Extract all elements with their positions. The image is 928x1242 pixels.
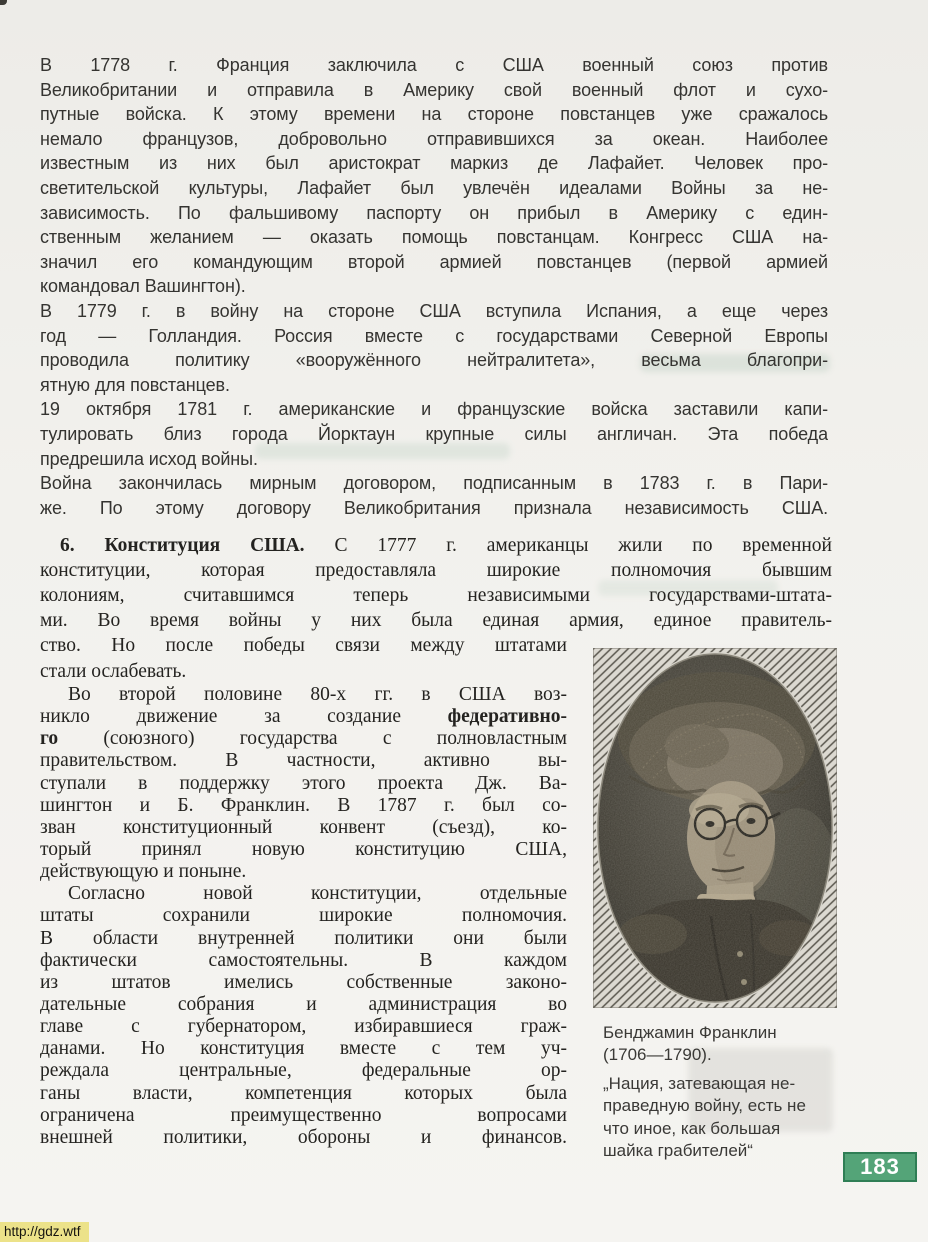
text-line: что иное, как большая xyxy=(603,1118,781,1138)
text-line: немало французов, добровольно отправившихся за океан. Наиболее xyxy=(40,128,828,149)
text-line: торый принял новую конституцию США, xyxy=(40,838,567,860)
page-number-badge: 183 xyxy=(843,1152,917,1182)
text-line: Великобритании и отправила в Америку свой военный флот и сухо- xyxy=(40,79,828,100)
text-line: реждала центральные, федеральные ор- xyxy=(40,1060,567,1082)
text-line: тулировать близ города Йорктаун крупные силы англичан. Эта победа xyxy=(40,423,828,444)
text-line: ство. Но после победы связи между штатами xyxy=(40,635,567,656)
text-line: никло движение за создание федеративно- xyxy=(40,706,567,728)
text-line: шингтон и Б. Франклин. В 1787 г. был со- xyxy=(40,794,567,816)
franklin-portrait-engraving xyxy=(593,648,837,1008)
text-line: праведную войну, есть не xyxy=(603,1096,806,1116)
text-line: ограничена преимущественно вопросами xyxy=(40,1104,567,1126)
section6-left-column xyxy=(40,684,567,1149)
text-line: 6. Конституция США. С 1777 г. американцы жили по временной xyxy=(60,535,832,556)
text-line: из штатов имелись собственные законо- xyxy=(40,971,567,993)
text-line: дательные собрания и администрация во xyxy=(40,993,567,1015)
text-line: Во второй половине 80-х гг. в США воз- xyxy=(68,684,567,705)
text-line: командовал Вашингтон). xyxy=(40,276,246,297)
text-line: В 1779 г. в войну на стороне США вступила Испания, а еще через xyxy=(40,300,828,321)
text-line: В области внутренней политики они были xyxy=(40,927,567,949)
paragraph xyxy=(40,397,828,471)
text-line: ступали в поддержку этого проекта Дж. Ва- xyxy=(40,772,567,794)
paragraph xyxy=(40,684,567,883)
text-line: (1706—1790). xyxy=(603,1045,712,1065)
text-line: конституции, которая предоставляла широкие полномочия бывшим xyxy=(40,560,832,581)
text-line: же. По этому договору Великобритания признала независимость США. xyxy=(40,497,828,518)
text-line: В 1778 г. Франция заключила с США военный союз против xyxy=(40,55,828,75)
text-line: го (союзного) государства с полновластным xyxy=(40,728,567,750)
text-line: стали ослабевать. xyxy=(40,661,187,682)
scan-corner-artifact xyxy=(0,0,7,5)
text-line: штаты сохранили широкие полномочия. xyxy=(40,905,567,927)
text-line: год — Голландия. Россия вместе с государствами Северной Европы xyxy=(40,325,828,346)
text-line: зависимость. По фальшивому паспорту он прибыл в Америку с един- xyxy=(40,202,828,223)
text-line: фактически самостоятельны. В каждом xyxy=(40,949,567,971)
text-line: правительством. В частности, активно вы- xyxy=(40,750,567,772)
paragraph xyxy=(40,471,828,520)
text-line: ганы власти, компетенция которых была xyxy=(40,1082,567,1104)
text-line: Согласно новой конституции, отдельные xyxy=(68,883,567,905)
text-line: проводила политику «вооружённого нейтралитета», весьма благопри- xyxy=(40,350,828,371)
text-line: предрешила исход войны. xyxy=(40,448,258,469)
section6-continuation-lines xyxy=(40,633,567,685)
text-line: внешней политики, обороны и финансов. xyxy=(40,1126,567,1148)
text-line: путные войска. К этому времени на стороне повстанцев уже сражалось xyxy=(40,104,828,125)
paragraph xyxy=(40,299,828,397)
text-line: шайка грабителей“ xyxy=(603,1141,753,1161)
intro-text-block xyxy=(40,53,828,520)
text-line: ятную для повстанцев. xyxy=(40,374,230,395)
text-line: ственным желанием — оказать помощь повстанцам. Конгресс США на- xyxy=(40,227,828,248)
text-line: светительской культуры, Лафайет был увлечён идеалами Войны за не- xyxy=(40,177,828,198)
paragraph xyxy=(40,53,828,299)
text-line: ми. Во время войны у них была единая армия, единое правитель- xyxy=(40,610,832,631)
text-line: данами. Но конституция вместе с тем уч- xyxy=(40,1038,567,1060)
text-line: колониям, считавшимся теперь независимыми государствами-штата- xyxy=(40,585,832,606)
text-line: 19 октября 1781 г. американские и французские войска заставили капи- xyxy=(40,399,828,420)
portrait-caption xyxy=(603,1022,855,1162)
text-line: главе с губернатором, избиравшиеся граж- xyxy=(40,1016,567,1038)
text-line: „Нация, затевающая не- xyxy=(603,1073,796,1093)
text-line: действующую и поныне. xyxy=(40,861,247,883)
text-line: значил его командующим второй армией повстанцев (первой армией xyxy=(40,251,828,272)
section6-intro-lines xyxy=(40,533,832,633)
text-line: Бенджамин Франклин xyxy=(603,1023,777,1042)
paragraph xyxy=(40,883,567,1149)
text-line: известным из них был аристократ маркиз де Лафайет. Человек про- xyxy=(40,153,828,174)
text-line: Война закончилась мирным договором, подписанным в 1783 г. в Пари- xyxy=(40,473,828,494)
text-line: зван конституционный конвент (съезд), ко- xyxy=(40,816,567,838)
franklin-portrait-figure xyxy=(593,648,837,1008)
watermark-url: http://gdz.wtf xyxy=(0,1222,89,1242)
